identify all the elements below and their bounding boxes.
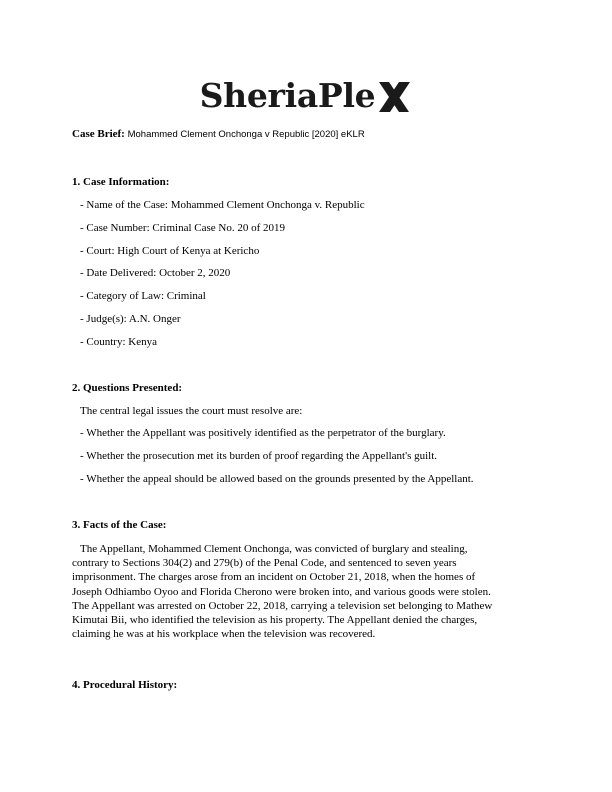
list-item: - Date Delivered: October 2, 2020	[80, 267, 231, 279]
paragraph-line: Kimutai Bii, who identified the television as his property. The Appellant denied the charges,	[72, 614, 478, 627]
brand-name: SheriaPle	[199, 76, 376, 115]
paragraph-line: The Appellant, Mohammed Clement Onchonga, was convicted of burglary and stealing,	[80, 543, 468, 555]
list-item: - Name of the Case: Mohammed Clement Onchonga v. Republic	[80, 199, 365, 211]
list-item: - Category of Law: Criminal	[80, 290, 206, 302]
list-item: - Court: High Court of Kenya at Kericho	[80, 245, 260, 257]
paragraph-line: Joseph Odhiambo Oyoo and Florida Cherono were broken into, and various goods were stolen.	[72, 585, 491, 598]
facts-paragraph	[72, 542, 532, 641]
x-mark-icon	[376, 76, 412, 116]
paragraph-line: contrary to Sections 304(2) and 279(b) of the Penal Code, and sentenced to seven years	[72, 557, 457, 570]
sheriaplex-logo	[0, 76, 612, 116]
list-item: - Whether the prosecution met its burden of proof regarding the Appellant's guilt.	[80, 450, 438, 462]
case-brief-title: Mohammed Clement Onchonga v Republic [2020] eKLR	[127, 129, 365, 140]
list-item: - Case Number: Criminal Case No. 20 of 2019	[80, 222, 285, 234]
section-intro: The central legal issues the court must resolve are:	[80, 405, 303, 417]
paragraph-line: The Appellant was arrested on October 22, 2018, carrying a television set belonging to Mathew	[72, 599, 493, 612]
section-heading-facts: 3. Facts of the Case:	[72, 519, 167, 531]
paragraph-line: claiming he was at his workplace when the television was recovered.	[72, 628, 376, 641]
list-item: - Whether the Appellant was positively identified as the perpetrator of the burglary.	[80, 427, 446, 439]
section-heading-case-information: 1. Case Information:	[72, 176, 170, 188]
paragraph-line: imprisonment. The charges arose from an incident on October 21, 2018, when the homes of	[72, 571, 476, 584]
list-item: - Country: Kenya	[80, 336, 157, 348]
section-heading-questions-presented: 2. Questions Presented:	[72, 382, 183, 394]
case-brief-line	[72, 128, 365, 140]
section-heading-procedural-history: 4. Procedural History:	[72, 679, 178, 691]
list-item: - Whether the appeal should be allowed based on the grounds presented by the Appellant.	[80, 473, 474, 485]
case-brief-label: Case Brief:	[72, 128, 125, 140]
list-item: - Judge(s): A.N. Onger	[80, 313, 181, 325]
